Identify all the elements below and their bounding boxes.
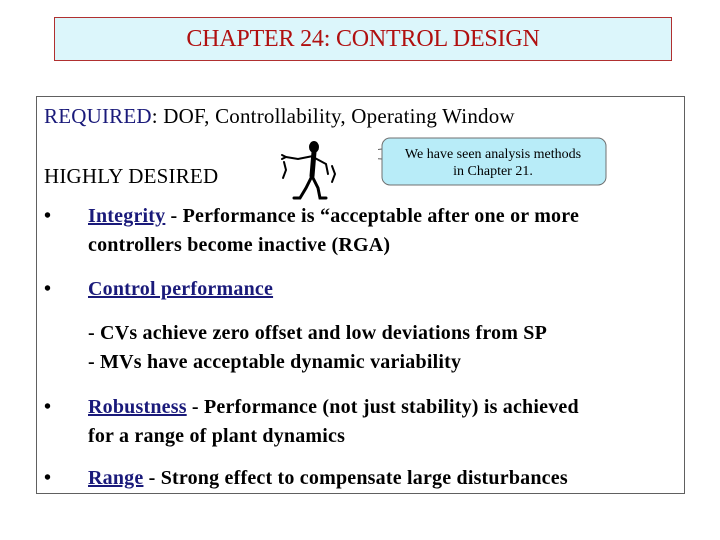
robustness-text-2: for a range of plant dynamics (88, 425, 346, 447)
required-text: : DOF, Controllability, Operating Window (151, 104, 515, 128)
control-performance-sub-2: - MVs have acceptable dynamic variability (88, 351, 462, 373)
robustness-text-1: - Performance (not just stability) is achieved (186, 396, 579, 418)
control-performance-term: Control performance (88, 278, 274, 300)
required-line (44, 104, 515, 129)
required-label: REQUIRED (44, 104, 152, 128)
callout-line-2: in Chapter 21. (453, 164, 533, 179)
integrity-text-1: - Performance is “acceptable after one or more (165, 205, 580, 227)
bullet-integrity: • (44, 205, 52, 227)
integrity-line-1 (88, 205, 579, 228)
title-banner (54, 17, 672, 61)
integrity-text-2: controllers become inactive (RGA) (88, 234, 391, 256)
control-performance-sub-1: - CVs achieve zero offset and low deviations from SP (88, 322, 548, 344)
range-line-1 (88, 467, 568, 490)
page-title: CHAPTER 24: CONTROL DESIGN (186, 25, 540, 52)
control-performance-line (88, 278, 273, 301)
callout-text (378, 146, 608, 180)
bullet-control-performance: • (44, 278, 52, 300)
callout-line-1: We have seen analysis methods (404, 147, 582, 162)
integrity-term: Integrity (88, 205, 166, 227)
callout-bubble (378, 137, 608, 187)
bullet-range: • (44, 467, 52, 489)
range-text-1: - Strong effect to compensate large disturbances (143, 467, 568, 489)
robustness-line-1 (88, 396, 579, 419)
highly-desired-label: HIGHLY DESIRED (44, 164, 219, 188)
bullet-robustness: • (44, 396, 52, 418)
robustness-term: Robustness (88, 396, 187, 418)
range-term: Range (88, 467, 144, 489)
pointing-figure-icon (280, 140, 340, 202)
